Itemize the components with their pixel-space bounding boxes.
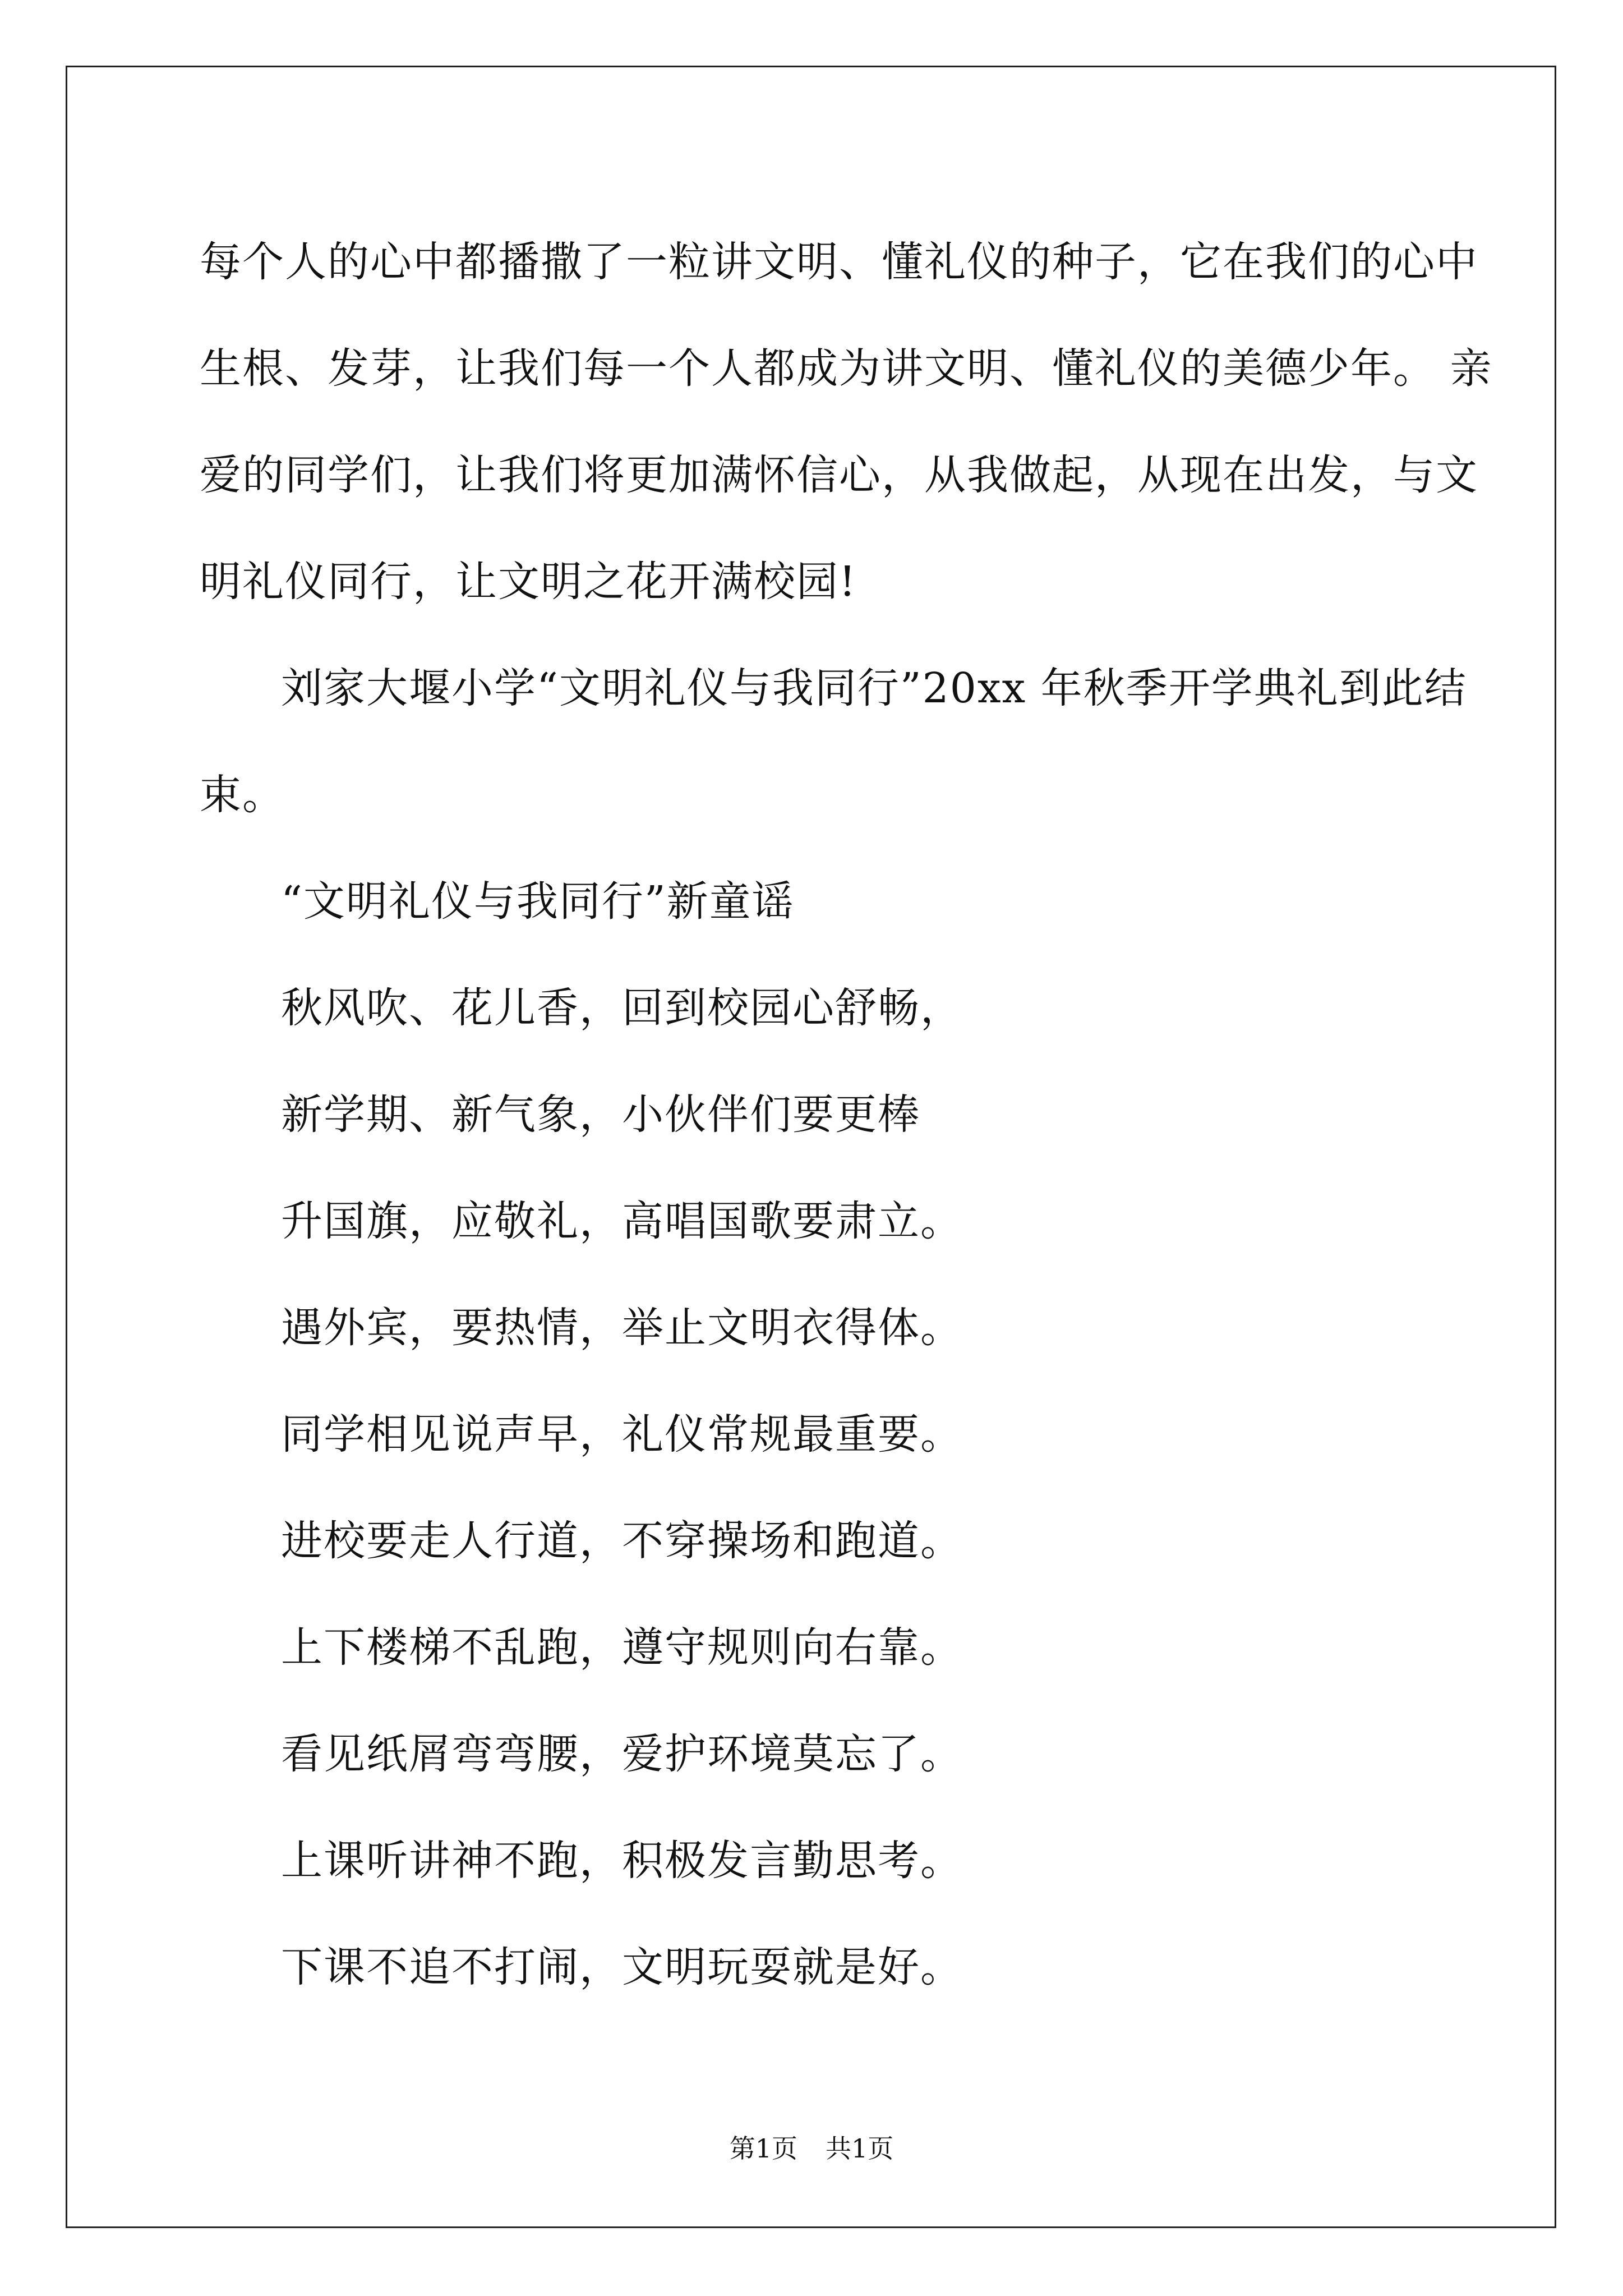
- rhyme-verse: 遇外宾，要热情，举止文明衣得体。: [281, 1304, 963, 1352]
- rhyme-verse: 升国旗，应敬礼，高唱国歌要肃立。: [281, 1197, 963, 1245]
- rhyme-verse: 上课听讲神不跑，积极发言勤思考。: [281, 1837, 963, 1885]
- rhyme-verse: 同学相见说声早，礼仪常规最重要。: [281, 1410, 963, 1458]
- rhyme-verse: 下课不追不打闹，文明玩耍就是好。: [281, 1943, 963, 1991]
- paragraph-ceremony-end: [200, 635, 1467, 848]
- rhyme-verse: 秋风吹、花儿香，回到校园心舒畅，: [281, 984, 963, 1032]
- page-footer: [0, 2132, 1623, 2165]
- rhyme-verse: 上下楼梯不乱跑，遵守规则向右靠。: [281, 1623, 963, 1672]
- rhyme-verse: 进校要走人行道，不穿操场和跑道。: [281, 1517, 963, 1565]
- rhyme-verse: 看见纸屑弯弯腰，爱护环境莫忘了。: [281, 1730, 963, 1778]
- text-line: 爱的同学们，让我们将更加满怀信心，从我做起，从现在出发，与文: [200, 451, 1478, 499]
- text-line: 束。: [200, 771, 285, 819]
- text-line: 刘家大堰小学“文明礼仪与我同行”20xx 年秋季开学典礼到此结: [281, 664, 1467, 712]
- rhyme-verse: 新学期、新气象，小伙伴们要更棒: [281, 1091, 920, 1139]
- rhyme-title: “文明礼仪与我同行”新童谣: [281, 877, 795, 926]
- rhyme-section: [200, 848, 1422, 2021]
- document-body: [200, 209, 1493, 2021]
- page-total: 共1页: [826, 2133, 894, 2164]
- paragraph-closing-remarks: [200, 209, 1493, 635]
- text-line: 明礼仪同行，让文明之花开满校园!: [200, 558, 857, 606]
- text-line: 每个人的心中都播撒了一粒讲文明、懂礼仪的种子，它在我们的心中: [200, 238, 1478, 286]
- page-number: 第1页: [729, 2133, 797, 2164]
- text-line: 生根、发芽，让我们每一个人都成为讲文明、懂礼仪的美德少年。 亲: [200, 344, 1493, 393]
